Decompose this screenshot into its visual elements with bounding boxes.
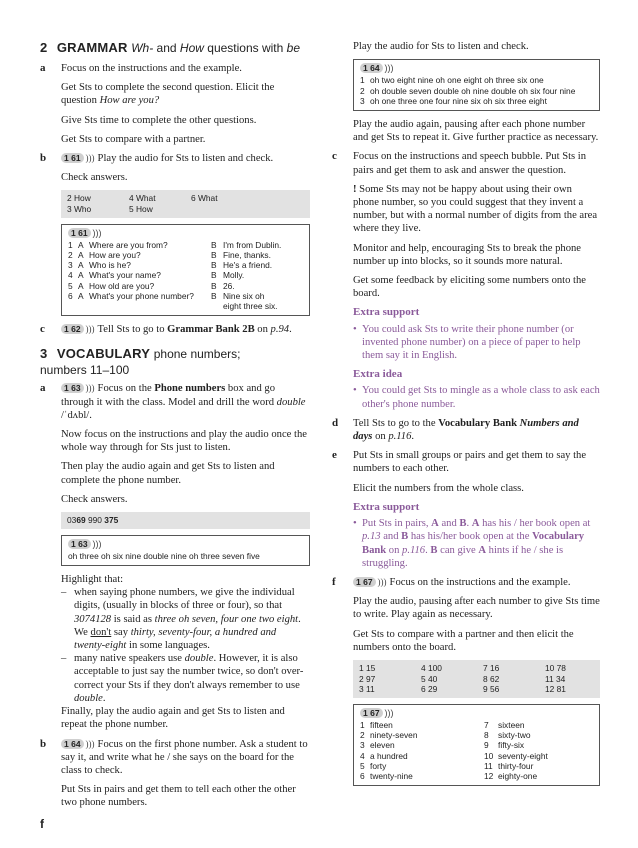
paragraph: Put Sts in pairs and get them to tell each other the other two phone numbers.: [61, 784, 296, 809]
grammar-item-a: [40, 62, 310, 146]
audio-icon: ))): [92, 227, 102, 238]
section-title: VOCABULARY: [56, 346, 151, 362]
dash-point: – when saying phone numbers, we give the individual digits, (usually in blocks of three or four), so that 3074128 is said as three oh seven, four one two eight. We don't say thirty, seventy-four, a hundred and twenty-eight in some languages.: [61, 587, 301, 652]
item-letter: a: [40, 62, 46, 74]
paragraph: Focus on the instructions and the example.: [61, 63, 242, 74]
paragraph: Check answers.: [61, 172, 128, 184]
paragraph: ! Some Sts may not be happy about using their own phone number, so you could suggest that they invent a number, but with a normal number of digits from the area where they live.: [353, 183, 598, 235]
answer-key: 0369 990 375: [61, 512, 310, 529]
extra-support-heading: Extra support: [353, 500, 420, 513]
extra-support-bullet: • Put Sts in pairs, A and B. A has his / her book open at p.13 and B has his/her book open at the Vocabulary Bank on p.116. B can give A hints if he / she is struggling.: [353, 518, 591, 569]
paragraph: 1 64 ))) Focus on the first phone number. Ask a student to say it, and write what he / she says on the board for the class to check.: [61, 738, 308, 776]
paragraph: Check answers.: [61, 493, 128, 505]
script-text: oh three oh six nine double nine oh three seven five: [68, 550, 260, 561]
paragraph: Monitor and help, encouraging Sts to break the phone number up into blocks, so it sounds more natural.: [353, 242, 582, 267]
audio-icon: ))): [85, 383, 95, 394]
item-letter: d: [332, 416, 339, 429]
audio-icon: ))): [85, 738, 95, 749]
section-title: GRAMMAR: [56, 40, 128, 55]
audio-icon: ))): [384, 707, 394, 718]
section-subtitle: phone numbers;: [153, 347, 241, 362]
audio-track-badge[interactable]: 1 64: [360, 63, 383, 73]
audio-icon: ))): [85, 153, 95, 164]
page-number: f: [40, 817, 44, 831]
vocab-heading: [40, 346, 310, 378]
item-letter: c: [40, 323, 45, 336]
script-table: [360, 75, 575, 106]
dash-point: – many native speakers use double. However, it is also acceptable to just say the number twice, so don't over-correct your Sts if they don't always remember to use double.: [61, 653, 304, 704]
paragraph: Play the audio for Sts to listen and check.: [353, 41, 529, 52]
section-number: 3: [40, 346, 48, 362]
grammar-item-b: [40, 152, 310, 316]
script-row: 5 A How old are you? B 26.: [68, 280, 235, 291]
audio-icon: ))): [384, 63, 394, 74]
answer-key: 1 15 4 100 7 16 10 78 2 97 5 40 8 62 11 34 3 11 6 29 9 56 12 81: [353, 660, 600, 698]
audio-script-box: [353, 704, 600, 786]
vocab-item-a: [40, 382, 310, 731]
paragraph: Give Sts time to complete the other questions.: [61, 114, 257, 126]
item-letter: a: [40, 382, 46, 395]
vocab-item-c: [332, 150, 600, 410]
script-row: 3 A Who is he? B He's a friend.: [68, 260, 273, 271]
left-column: [40, 40, 310, 816]
section-subtitle: Wh- and How questions with be: [131, 41, 301, 55]
vocab-item-e: [332, 449, 600, 570]
paragraph: Get Sts to compare with a partner.: [61, 133, 206, 145]
audio-track-badge[interactable]: 1 61: [68, 228, 91, 238]
script-table: [360, 720, 548, 781]
right-column: [332, 40, 600, 793]
extra-idea-heading: Extra idea: [353, 368, 403, 381]
vocab-item-f: [332, 576, 600, 786]
paragraph: Play the audio, pausing after each number to give Sts time to write. Play again as necessary.: [353, 596, 600, 621]
vocab-item-b: [40, 738, 310, 810]
audio-script-box: [61, 224, 310, 317]
script-row: 4 A What's your name? B Molly.: [68, 270, 245, 281]
section-number: 2: [40, 40, 48, 55]
audio-track-badge[interactable]: 1 67: [360, 708, 383, 718]
paragraph: Play the audio again, pausing after each phone number and get Sts to repeat it. Give further practice as necessary.: [353, 119, 599, 144]
paragraph: Focus on the instructions and speech bubble. Put Sts in pairs and get them to ask and answer the question.: [353, 151, 587, 176]
answer-key: 2 How 4 What 6 What 3 Who 5 How: [61, 190, 310, 217]
vocab-item-b-continued: [332, 40, 600, 144]
item-letter: b: [40, 152, 47, 165]
audio-track-badge[interactable]: 1 61: [61, 153, 84, 163]
paragraph: 1 63 ))) Focus on the Phone numbers box and go through it with the class. Model and drill the word double /ˈdʌbl/.: [61, 383, 306, 421]
extra-support-heading: Extra support: [353, 306, 420, 319]
paragraph: Get Sts to compare with a partner and then elicit the numbers onto the board.: [353, 628, 574, 653]
audio-script-box: [353, 59, 600, 111]
paragraph: 1 62 ))) Tell Sts to go to Grammar Bank 2B on p.94.: [61, 323, 310, 336]
audio-track-badge[interactable]: 1 63: [68, 539, 91, 549]
script-row: 1 A Where are you from? B I'm from Dublin.: [68, 239, 282, 250]
script-row: 4 a hundred 10 seventy-eight: [360, 750, 548, 761]
paragraph: Finally, play the audio again and get Sts to listen and repeat the phone number.: [61, 706, 285, 731]
item-letter: f: [332, 575, 336, 588]
script-row: 3 eleven 9 fifty-six: [360, 740, 525, 751]
script-row: 2 A How are you? B Fine, thanks.: [68, 250, 271, 261]
item-letter: c: [332, 150, 337, 163]
audio-track-badge[interactable]: 1 67: [353, 577, 376, 587]
section-subtitle-2: numbers 11–100: [40, 363, 130, 378]
paragraph: 1 67 ))) Focus on the instructions and the example.: [353, 576, 600, 589]
grammar-heading: [40, 40, 310, 56]
script-row: 2 oh double seven double oh nine double oh six four nine: [360, 85, 576, 96]
audio-icon: ))): [92, 538, 102, 549]
paragraph: Get Sts to complete the second question. Elicit the question How are you?: [61, 82, 275, 107]
paragraph: Elicit the numbers from the whole class.: [353, 482, 524, 494]
warning-icon: !: [353, 183, 357, 195]
item-letter: b: [40, 737, 47, 750]
extra-idea-bullet: • You could get Sts to mingle as a whole class to ask each other's phone number.: [353, 385, 600, 410]
audio-track-badge[interactable]: 1 62: [61, 324, 84, 334]
script-row: 6 twenty-nine 12 eighty-one: [360, 770, 538, 781]
audio-icon: ))): [85, 324, 95, 335]
script-row: 1 oh two eight nine oh one eight oh three six one: [360, 75, 544, 86]
script-row: 6 A What's your phone number? B Nine six oh eight three six.: [68, 290, 278, 312]
item-letter: e: [332, 449, 337, 462]
paragraph: 1 61 ))) Play the audio for Sts to listen and check.: [61, 152, 310, 165]
grammar-item-c: [40, 323, 310, 336]
audio-track-badge[interactable]: 1 64: [61, 739, 84, 749]
paragraph: Now focus on the instructions and play the audio once the whole way through for Sts just to listen.: [61, 429, 307, 454]
paragraph: Highlight that:: [61, 574, 124, 586]
paragraph: Tell Sts to go to the Vocabulary Bank Numbers and days on p.116.: [353, 417, 579, 443]
audio-script-box: [61, 535, 310, 566]
paragraph: Put Sts in small groups or pairs and get them to say the numbers to each other.: [353, 450, 587, 475]
script-row: 1 fifteen 7 sixteen: [360, 719, 525, 730]
audio-icon: ))): [377, 576, 387, 587]
extra-support-bullet: • You could ask Sts to write their phone number (or invented phone number) on a piece of paper to help them say it in English.: [353, 323, 581, 362]
vocab-item-d: [332, 417, 600, 443]
audio-track-badge[interactable]: 1 63: [61, 383, 84, 393]
script-row: 3 oh one three one four nine six oh six three eight: [360, 95, 547, 106]
paragraph: Then play the audio again and get Sts to listen and complete the phone number.: [61, 461, 275, 486]
script-row: 2 ninety-seven 8 sixty-two: [360, 730, 531, 741]
script-row: 5 forty 11 thirty-four: [360, 760, 534, 771]
script-table: [68, 240, 303, 311]
paragraph: Get some feedback by eliciting some numbers onto the board.: [353, 275, 587, 300]
